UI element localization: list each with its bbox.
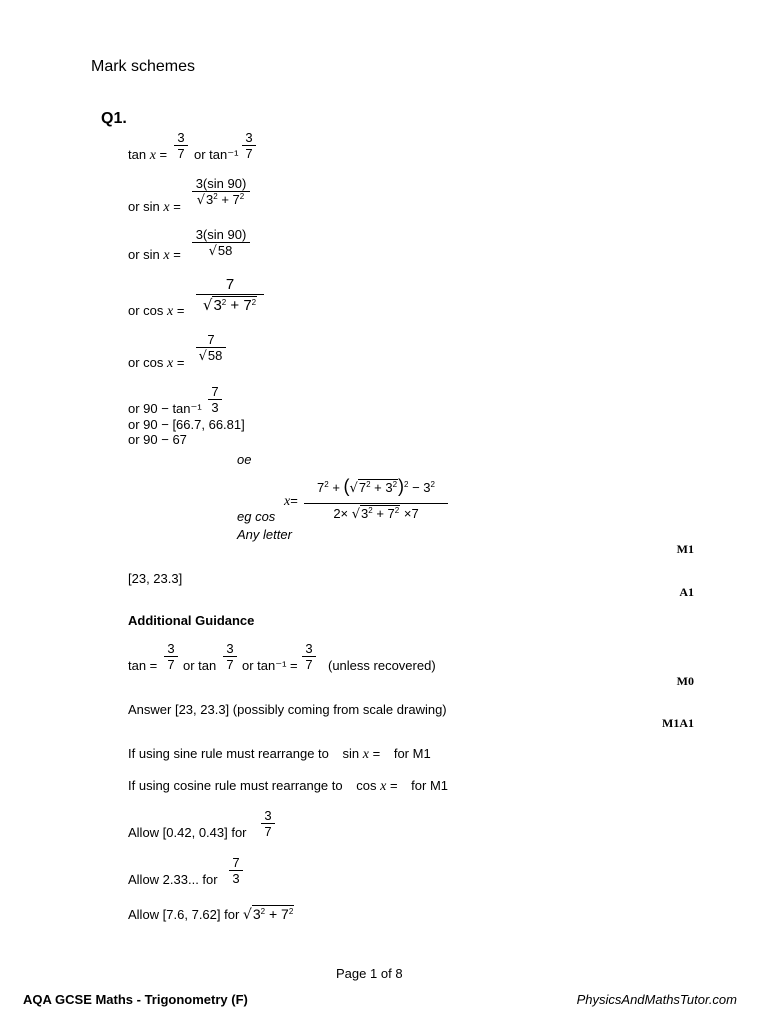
line-or-90-67: or 90 − 67 [128,432,187,447]
radicand: $3^2 + 7^2$ [252,906,294,922]
numerator: 7 [196,332,226,348]
radicand: $7^2 + 3^2$ [358,480,398,495]
guidance-answer-line: Answer [23, 23.3] (possibly coming from scale drawing) [128,702,447,717]
mark-m0: M0 [676,674,694,688]
or-sin-label: or sin [128,199,160,214]
fraction-7-over-3 [229,855,243,886]
or-cos-label: or cos [128,303,164,318]
radicand: 58 [207,348,223,363]
var-x: x [284,494,291,509]
guidance-cosine-rule [128,778,448,795]
page-of: of [380,966,392,981]
page-current: 1 [370,966,378,981]
equals-sign: = [176,355,185,370]
eg-cos-label: eg cos [237,509,276,524]
allow-3-text: Allow [7.6, 7.62] for [128,907,240,922]
guidance-tan-a: tan = [128,658,158,673]
radicand: $3^2 + 7^2$ [361,506,400,521]
denominator [192,243,250,259]
fraction-7-over-root58 [196,332,226,364]
guidance-allow-2: Allow 2.33... for [128,872,218,887]
var-x: x [149,148,156,163]
equals-sign: = [173,247,181,262]
cosine-rule-prefix: If using cosine rule must rearrange to [128,778,343,793]
mark-m1a1: M1A1 [662,716,694,730]
var-x: x [167,356,174,371]
denominator: 7 [177,146,185,161]
sqrt-symbol: √ [349,481,358,496]
footer-left: AQA GCSE Maths - Trigonometry (F) [23,992,248,1007]
sqrt-expression [243,906,294,922]
denominator [196,295,264,316]
mark-a1: A1 [679,585,694,599]
numerator: 3 [261,808,275,824]
sqrt-symbol: √ [242,907,252,923]
line-or-90-range: or 90 − [66.7, 66.81] [128,417,245,432]
cosine-rule-fraction [304,472,448,525]
fraction-3-over-7 [223,641,237,672]
var-x: x [163,200,170,215]
numerator: 7 [208,384,222,400]
numerator: 3 [242,130,256,146]
sqrt-symbol: √ [196,193,206,208]
denominator: 3 [232,871,240,886]
equals-sign: = [176,303,185,318]
denominator [196,348,226,364]
fraction-7-over-3 [208,384,222,415]
or-sin-label: or sin [128,247,160,262]
footer-right[interactable]: PhysicsAndMathsTutor.com [576,992,737,1007]
numerator: 3(sin 90) [192,176,250,192]
guidance-tan-b: or tan [183,658,217,673]
cosine-rule-cos: cos [356,778,377,793]
sine-rule-sin: sin [342,746,360,761]
denominator: $2\times √3^2 + 7^2 \times 7$ [333,506,419,522]
cosine-rule-suffix: for M1 [411,778,448,793]
line-or-cos-2 [128,355,184,372]
any-letter-label: Any letter [237,527,292,542]
guidance-tan-c: or tan⁻¹ = [242,658,298,673]
line-tan [128,147,167,164]
sqrt-symbol: √ [208,244,217,259]
equals-sign: = [389,778,398,793]
fraction-3-over-7 [164,641,178,672]
equals-sign: = [159,147,168,162]
question-number: Q1. [101,110,127,127]
page-title: Mark schemes [91,58,196,75]
line-or-sin-1 [128,199,181,216]
fraction-3-over-7 [242,130,256,161]
numerator: 7 [196,276,264,295]
numerator: 3(sin 90) [192,227,250,243]
oe-label: oe [237,452,252,467]
var-x: x [362,747,369,762]
fraction-3sin90-over-root [192,176,250,208]
equals-sign: = [372,746,381,761]
numerator: 3 [174,130,188,146]
denominator [192,192,250,208]
fraction-7-over-root [196,276,264,316]
guidance-heading: Additional Guidance [128,613,255,628]
fraction-3-over-7 [261,808,275,839]
equals-sign: = [290,493,298,508]
or-tan-inverse: or tan⁻¹ [194,147,239,162]
mark-m1: M1 [676,542,694,556]
equals-sign: = [173,199,181,214]
sqrt-symbol: √ [351,507,361,522]
radicand: $3^2 + 7^2$ [213,297,257,314]
radicand: 58 [217,243,233,258]
var-x: x [167,304,174,319]
sine-rule-prefix: If using sine rule must rearrange to [128,746,329,761]
guidance-sine-rule [128,746,431,763]
or-cos-label: or cos [128,355,164,370]
page-label: Page [336,966,367,981]
var-x: x [163,248,170,263]
line-or-90-tan: or 90 − tan⁻¹ [128,401,202,416]
denominator: 7 [264,824,272,839]
radicand: $3^2 + 7^2$ [206,192,245,207]
guidance-unless-recovered: (unless recovered) [328,658,436,673]
numerator: 3 [302,641,316,657]
line-or-sin-2 [128,247,181,264]
denominator: 7 [226,657,234,672]
tan-label: tan [128,147,147,162]
var-x: x [380,779,387,794]
sqrt-symbol: √ [202,296,213,314]
guidance-allow-1: Allow [0.42, 0.43] for [128,825,247,840]
numerator: 7 [229,855,243,871]
denominator: 7 [305,657,313,672]
numerator: 3 [164,641,178,657]
numerator: 3 [223,641,237,657]
guidance-allow-3 [128,906,294,923]
answer-range: [23, 23.3] [128,571,183,586]
page-total: 8 [395,966,403,981]
denominator: 7 [167,657,175,672]
eg-x-equals [284,493,298,510]
sqrt-symbol: √ [198,349,207,364]
fraction-3-over-7 [302,641,316,672]
line-or-cos-1 [128,303,184,320]
denominator: 3 [211,400,219,415]
denominator: 7 [245,146,253,161]
fraction-3-over-7 [174,130,188,161]
numerator: $7^2 + (√7^2 + 3^2)^2 - 3^2$ [304,472,448,504]
fraction-3sin90-over-root58 [192,227,250,259]
sine-rule-suffix: for M1 [393,746,431,761]
page-number [336,966,403,981]
